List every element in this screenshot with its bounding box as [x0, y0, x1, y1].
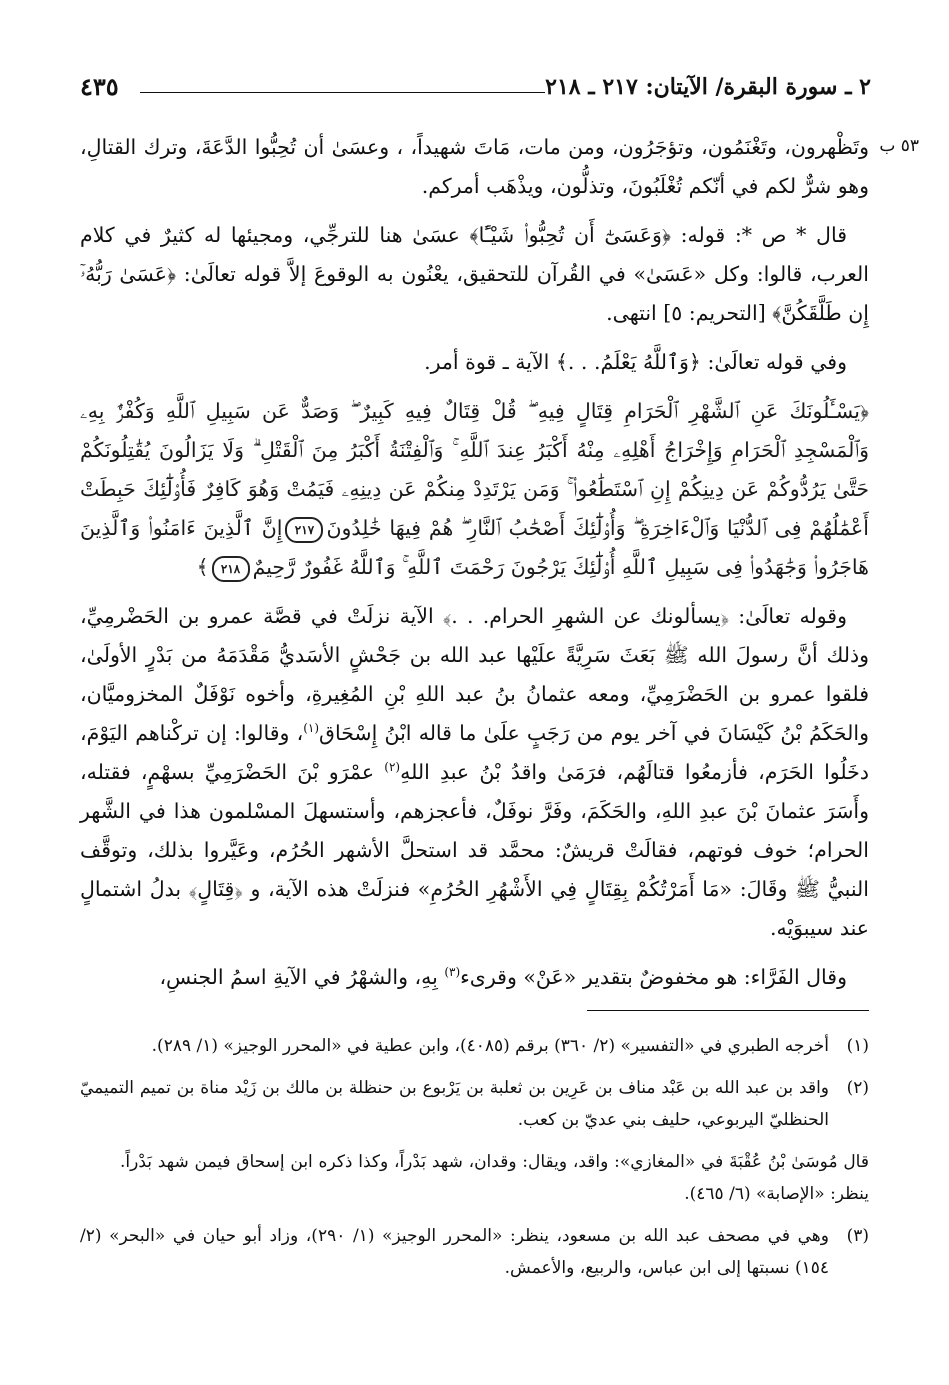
footnote-reference[interactable]: (١) — [303, 721, 320, 736]
paragraph: وتَظْهرون، وتَغْنَمُون، وتؤجَرُون، ومن مات، مَاتَ شهيداً، ، وعسَىٰ أن تُحِبُّوا الدَّعَةَ، وترك القتالِ، وهو شرٌّ لكم في أنّكم تُغْلَبُونَ، وتذلُّون، ويذْهَب أمركم. — [80, 135, 869, 198]
footnote-text: وهي في مصحف عبد الله بن مسعود، ينظر: «المحرر الوجيز» (١/ ٢٩٠)، وزاد أبو حيان في «البحر» (٢/ ١٥٤) نسبتها إلى ابن عباس، والربيع، والأعمش. — [80, 1226, 829, 1278]
paragraph — [80, 597, 869, 948]
ayah-number-marker: ٢١٧ — [285, 517, 323, 543]
footnote-reference[interactable]: (٢) — [384, 760, 401, 775]
paragraph-text: وقوله تعالَىٰ: ﴿يسألونك عن الشهرِ الحرام. . .﴾ الآية نزلَتْ في قصَّة عمرو بن الحَضْرمِيِّ، وذلك أنَّ رسولَ الله ﷺ بَعَثَ سَرِيَّةً علَيْها عبد الله بن جَحْشٍ الأسَديُّ مَقْدَمَهُ من بَدْرٍ الأولَىٰ، فلقوا عمرو بن الحَضْرَمِيِّ، ومعه عثمانُ بنُ عبد اللهِ بْنِ المُغِيرةِ، وأخوه نَوْفَلٌ المخزوميَّان، والحَكَمُ بْنُ كَيْسَانَ في آخر يوم من رَجَبٍ علَىٰ ما قاله ابْنُ إِسْحَاق — [80, 604, 869, 745]
page-number: ٤٣٥ — [80, 72, 119, 101]
quran-text: إِنَّ ٱلَّذِينَ ءَامَنُوا۟ وَٱلَّذِينَ هَاجَرُوا۟ وَجَٰهَدُوا۟ فِى سَبِيلِ ٱللَّهِ أُو۟لَٰٓئِكَ يَرْجُونَ رَحْمَتَ ٱللَّهِ ۚ وَٱللَّهُ غَفُورٌ رَّحِيمٌ — [80, 516, 869, 579]
paragraph — [80, 958, 869, 997]
paragraph-text: وقال الفَرَّاء: هو مخفوضٌ بتقدير «عَنْ» وقرىء — [460, 965, 847, 989]
paragraph: قال * ص *: قوله: ﴿وَعَسَىٰٓ أَن تُحِبُّوا۟ شَيْـًٔا﴾ عسَىٰ هنا للترجِّي، ومجيئها له كثيرٌ في كلام العرب، قالوا: وكل «عَسَىٰ» في القُرآن للتحقيق، يعْنُون به الوقوعَ إلاَّ قوله تعالَىٰ: ﴿عَسَىٰ رَبُّهُۥٓ إِن طَلَّقَكُنَّ﴾ [التحريم: ٥] انتهى. — [80, 223, 869, 325]
footnote-separator — [587, 1010, 869, 1011]
footnote-number: (٢) — [846, 1078, 869, 1098]
running-title: ٢ ـ سورة البقرة/ الآيتان: ٢١٧ ـ ٢١٨ — [545, 74, 871, 100]
quran-text: ﴿يَسْـَٔلُونَكَ عَنِ ٱلشَّهْرِ ٱلْحَرَامِ قِتَالٍ فِيهِ ۖ قُلْ قِتَالٌ فِيهِ كَبِيرٌ ۖ وَصَدٌّ عَن سَبِيلِ ٱللَّهِ وَكُفْرٌۢ بِهِۦ وَٱلْمَسْجِدِ ٱلْحَرَامِ وَإِخْرَاجُ أَهْلِهِۦ مِنْهُ أَكْبَرُ عِندَ ٱللَّهِ ۚ وَٱلْفِتْنَةُ أَكْبَرُ مِنَ ٱلْقَتْلِ ۗ وَلَا يَزَالُونَ يُقَٰتِلُونَكُمْ حَتَّىٰ يَرُدُّوكُمْ عَن دِينِكُمْ إِنِ ٱسْتَطَٰعُوا۟ ۚ وَمَن يَرْتَدِدْ مِنكُمْ عَن دِينِهِۦ فَيَمُتْ وَهُوَ كَافِرٌ فَأُو۟لَٰٓئِكَ حَبِطَتْ أَعْمَٰلُهُمْ فِى ٱلدُّنْيَا وَٱلْءَاخِرَةِ ۖ وَأُو۟لَٰٓئِكَ أَصْحَٰبُ ٱلنَّارِ ۖ هُمْ فِيهَا خَٰلِدُونَ — [80, 399, 869, 540]
quran-verses — [80, 392, 869, 587]
footnote-text: واقد بن عبد الله بن عَبْد مناف بن عَرِين بن ثعلبة بن يَرْبوع بن حنظلة بن مالك بن زَيْد مناة بن تميم التميميّ الحنظليّ اليربوعي، حليف بني عديّ بن كعب. — [80, 1078, 829, 1130]
footnote-continuation: قال مُوسَىٰ بْنُ عُقْبَةَ في «المغازي»: واقد، ويقال: وقدان، شهد بَدْراً، وكذا ذكره ابن إسحاق فيمن شهد بَدْراً. ينظر: «الإصابة» (٦/ ٤٦٥). — [120, 1152, 869, 1204]
manuscript-folio-note: ٥٣ ب — [879, 136, 919, 156]
footnote-reference[interactable]: (٣) — [444, 965, 461, 980]
header-rule — [140, 92, 545, 93]
footnote — [80, 1220, 869, 1284]
footnote-number: (٣) — [846, 1226, 869, 1246]
footnote-text: أخرجه الطبري في «التفسير» (٢/ ٣٦٠) برقم (٤٠٨٥)، وابن عطية في «المحرر الوجيز» (١/ ٢٨٩). — [151, 1036, 829, 1056]
ayah-number-marker: ٢١٨ — [212, 556, 250, 582]
footnote-number: (١) — [846, 1036, 869, 1056]
footnotes — [80, 1030, 869, 1294]
footnote — [80, 1072, 869, 1136]
quran-closing-bracket: ﴾ — [196, 555, 209, 579]
paragraph-text: ، وقالوا: إن تركْناهم اليَوْمَ، دخَلُوا الحَرَم، فأزمعُوا قتالَهُم، فرَمَىٰ واقدُ بْنُ عبدِ اللهِ — [80, 721, 869, 784]
footnote — [80, 1030, 869, 1062]
running-header — [80, 70, 871, 110]
paragraph-text: عمْرَو بْنَ الحَضْرَمِيِّ بسهْمٍ، فقتله، وأَسَرَ عثمانَ بْنَ عبدِ اللهِ، والحَكَمَ، وفَرَّ نوفَلٌ، فأعجزهم، وأستسهلَ المسْلمون هذا في الشَّهر الحرام؛ خوف فوتهم، فقالَتْ قريشٌ: محمَّد قد استحلَّ الأشهر الحُرُم، وعَيَّروا بذلك، وتوقَّف النبيُّ ﷺ وقَالَ: «مَا أَمَرْتُكُمْ بِقِتَالٍ فِي الأَشْهُرِ الحُرُمِ» فنزلَتْ هذه الآية، و ﴿قِتَالٍ﴾ بدلُ اشتمالٍ عند سيبوَيْه. — [80, 760, 869, 940]
main-text — [80, 128, 869, 1007]
paragraph: وفي قوله تعالَىٰ: ﴿وَٱللَّهُ يَعْلَمُ. . .﴾ الآية ـ قوة أمر. — [424, 350, 847, 374]
paragraph-text: بِهِ، والشهْرُ في الآيةِ اسمُ الجنسِ، — [159, 965, 445, 989]
